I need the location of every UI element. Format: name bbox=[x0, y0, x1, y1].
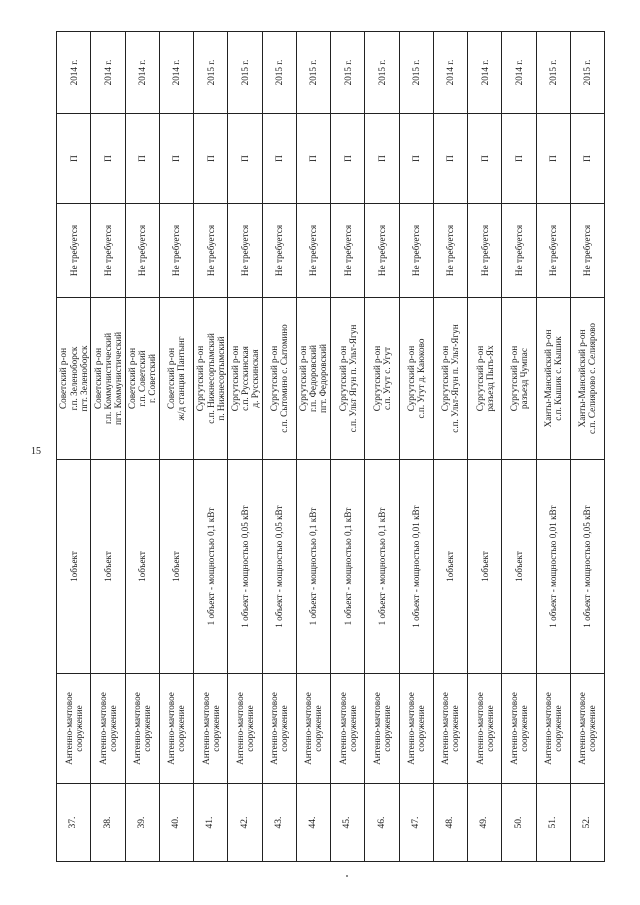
quantity-cell: 1объект bbox=[57, 460, 91, 674]
row-number-cell: 51. bbox=[536, 784, 570, 862]
year-cell: 2014 г. bbox=[468, 32, 502, 114]
address-line: с.п. Селиярово с. Селиярово bbox=[587, 322, 598, 435]
address-cell bbox=[296, 298, 330, 460]
row-number-cell: 43. bbox=[262, 784, 296, 862]
quantity-cell: 1объект bbox=[91, 460, 125, 674]
table-row bbox=[57, 32, 91, 862]
row-number-cell: 41. bbox=[194, 784, 228, 862]
address-line: с.п. Ульт-Ягун п. Ульт-Ягун bbox=[450, 324, 461, 433]
quantity-cell: 1 объект - мощностью 0,01 кВт bbox=[399, 460, 433, 674]
address-line: Ханты-Мансийский р-он bbox=[543, 329, 554, 428]
address-line: г.п. Коммунистический bbox=[102, 333, 113, 424]
kind-cell: П bbox=[57, 114, 91, 204]
object-type-cell: Антенно-мачтовое сооружение bbox=[570, 674, 604, 784]
table-row bbox=[125, 32, 159, 862]
address-line: Сургутский р-он bbox=[195, 345, 206, 412]
address-line: Сургутский р-он bbox=[508, 345, 519, 412]
quantity-cell: 1объект bbox=[433, 460, 467, 674]
quantity-cell: 1объект bbox=[125, 460, 159, 674]
approval-cell: Не требуется bbox=[57, 204, 91, 298]
table-row bbox=[262, 32, 296, 862]
address-line: с.п. Угут с. Угут bbox=[381, 347, 392, 411]
approval-cell: Не требуется bbox=[91, 204, 125, 298]
address-line: пгт. Зеленоборск bbox=[78, 345, 89, 412]
year-cell: 2015 г. bbox=[570, 32, 604, 114]
address-cell bbox=[91, 298, 125, 460]
quantity-cell: 1 объект - мощностью 0,05 кВт bbox=[570, 460, 604, 674]
row-number-cell: 46. bbox=[365, 784, 399, 862]
kind-cell: П bbox=[194, 114, 228, 204]
address-line: г. Советский bbox=[147, 354, 158, 403]
table-row bbox=[433, 32, 467, 862]
object-type-cell: Антенно-мачтовое сооружение bbox=[296, 674, 330, 784]
object-type-cell: Антенно-мачтовое сооружение bbox=[262, 674, 296, 784]
row-number-cell: 48. bbox=[433, 784, 467, 862]
row-number-cell: 47. bbox=[399, 784, 433, 862]
address-line: с.п. Нижнесортымский bbox=[205, 333, 216, 424]
approval-cell: Не требуется bbox=[365, 204, 399, 298]
address-line: с.п. Угут д. Каюково bbox=[416, 338, 427, 419]
row-number-cell: 40. bbox=[159, 784, 193, 862]
rotated-table-container bbox=[56, 32, 604, 862]
address-line: Сургутский р-он bbox=[406, 345, 417, 412]
address-line: Сургутский р-он bbox=[371, 345, 382, 412]
kind-cell: П bbox=[91, 114, 125, 204]
table-row bbox=[570, 32, 604, 862]
address-line: п. Нижнесортымский bbox=[215, 336, 226, 421]
row-number-cell: 49. bbox=[468, 784, 502, 862]
approval-cell: Не требуется bbox=[570, 204, 604, 298]
address-line: Советский р-он bbox=[126, 347, 137, 410]
address-line: Сургутский р-он bbox=[337, 345, 348, 412]
address-line: разъезд Пыть-Ях bbox=[484, 345, 495, 412]
kind-cell: П bbox=[365, 114, 399, 204]
page-number: 15 bbox=[31, 446, 41, 457]
object-type-cell: Антенно-мачтовое сооружение bbox=[194, 674, 228, 784]
address-line: ж/д станция Пантынг bbox=[176, 336, 187, 421]
object-type-cell: Антенно-мачтовое сооружение bbox=[91, 674, 125, 784]
address-cell bbox=[194, 298, 228, 460]
approval-cell: Не требуется bbox=[536, 204, 570, 298]
table-row bbox=[228, 32, 262, 862]
address-line: пгт. Федоровский bbox=[318, 344, 329, 413]
address-line: Ханты-Мансийский р-он bbox=[577, 329, 588, 428]
quantity-cell: 1 объект - мощностью 0,1 кВт bbox=[365, 460, 399, 674]
row-number-cell: 39. bbox=[125, 784, 159, 862]
address-line: Сургутский р-он bbox=[440, 345, 451, 412]
address-line: разъезд Чумпас bbox=[518, 348, 529, 409]
approval-cell: Не требуется bbox=[159, 204, 193, 298]
kind-cell: П bbox=[125, 114, 159, 204]
address-line: с.п. Русскинская bbox=[239, 346, 250, 411]
approval-cell: Не требуется bbox=[399, 204, 433, 298]
quantity-cell: 1 объект - мощностью 0,05 кВт bbox=[228, 460, 262, 674]
address-line: Советский р-он bbox=[166, 347, 177, 410]
year-cell: 2015 г. bbox=[262, 32, 296, 114]
address-line: Сургутский р-он bbox=[229, 345, 240, 412]
row-number-cell: 42. bbox=[228, 784, 262, 862]
address-line: Сургутский р-он bbox=[269, 345, 280, 412]
table-row bbox=[468, 32, 502, 862]
address-cell bbox=[536, 298, 570, 460]
row-number-cell: 45. bbox=[331, 784, 365, 862]
year-cell: 2014 г. bbox=[125, 32, 159, 114]
year-cell: 2014 г. bbox=[57, 32, 91, 114]
object-type-cell: Антенно-мачтовое сооружение bbox=[399, 674, 433, 784]
address-line: с.п. Ульт Ягун п. Ульт-Ягун bbox=[347, 324, 358, 433]
address-cell bbox=[262, 298, 296, 460]
quantity-cell: 1 объект - мощностью 0,1 кВт bbox=[296, 460, 330, 674]
table-row bbox=[194, 32, 228, 862]
approval-cell: Не требуется bbox=[433, 204, 467, 298]
kind-cell: П bbox=[468, 114, 502, 204]
kind-cell: П bbox=[331, 114, 365, 204]
row-number-cell: 38. bbox=[91, 784, 125, 862]
address-cell bbox=[365, 298, 399, 460]
approval-cell: Не требуется bbox=[296, 204, 330, 298]
kind-cell: П bbox=[228, 114, 262, 204]
quantity-cell: 1объект bbox=[468, 460, 502, 674]
table-body bbox=[57, 32, 605, 862]
object-type-cell: Антенно-мачтовое сооружение bbox=[433, 674, 467, 784]
address-line: с.п. Сытомино с. Сытомино bbox=[279, 324, 290, 433]
table-row bbox=[91, 32, 125, 862]
year-cell: 2015 г. bbox=[365, 32, 399, 114]
kind-cell: П bbox=[502, 114, 536, 204]
kind-cell: П bbox=[262, 114, 296, 204]
year-cell: 2015 г. bbox=[331, 32, 365, 114]
year-cell: 2015 г. bbox=[296, 32, 330, 114]
address-cell bbox=[228, 298, 262, 460]
row-number-cell: 44. bbox=[296, 784, 330, 862]
approval-cell: Не требуется bbox=[194, 204, 228, 298]
row-number-cell: 52. bbox=[570, 784, 604, 862]
address-line: Советский р-он bbox=[92, 347, 103, 410]
objects-table bbox=[56, 31, 605, 862]
approval-cell: Не требуется bbox=[262, 204, 296, 298]
address-cell bbox=[57, 298, 91, 460]
address-line: г.п. Советский bbox=[137, 350, 148, 407]
year-cell: 2014 г. bbox=[91, 32, 125, 114]
address-cell bbox=[433, 298, 467, 460]
year-cell: 2015 г. bbox=[536, 32, 570, 114]
object-type-cell: Антенно-мачтовое сооружение bbox=[57, 674, 91, 784]
year-cell: 2015 г. bbox=[399, 32, 433, 114]
address-line: г.п. Зеленоборск bbox=[68, 346, 79, 411]
address-line: с.п. Кышик с. Кышик bbox=[553, 336, 564, 421]
address-cell bbox=[331, 298, 365, 460]
year-cell: 2015 г. bbox=[228, 32, 262, 114]
address-line: г.п. Федоровский bbox=[308, 345, 319, 412]
year-cell: 2015 г. bbox=[194, 32, 228, 114]
quantity-cell: 1 объект - мощностью 0,1 кВт bbox=[194, 460, 228, 674]
year-cell: 2014 г. bbox=[433, 32, 467, 114]
address-line: пгт. Коммунистический bbox=[112, 331, 123, 426]
row-number-cell: 50. bbox=[502, 784, 536, 862]
object-type-cell: Антенно-мачтовое сооружение bbox=[228, 674, 262, 784]
table-row bbox=[536, 32, 570, 862]
table-row bbox=[331, 32, 365, 862]
address-cell bbox=[570, 298, 604, 460]
quantity-cell: 1 объект - мощностью 0,05 кВт bbox=[262, 460, 296, 674]
approval-cell: Не требуется bbox=[331, 204, 365, 298]
address-cell bbox=[399, 298, 433, 460]
year-cell: 2014 г. bbox=[159, 32, 193, 114]
quantity-cell: 1 объект - мощностью 0,1 кВт bbox=[331, 460, 365, 674]
object-type-cell: Антенно-мачтовое сооружение bbox=[159, 674, 193, 784]
kind-cell: П bbox=[433, 114, 467, 204]
approval-cell: Не требуется bbox=[228, 204, 262, 298]
quantity-cell: 1 объект - мощностью 0,01 кВт bbox=[536, 460, 570, 674]
address-cell bbox=[502, 298, 536, 460]
object-type-cell: Антенно-мачтовое сооружение bbox=[468, 674, 502, 784]
kind-cell: П bbox=[570, 114, 604, 204]
object-type-cell: Антенно-мачтовое сооружение bbox=[365, 674, 399, 784]
object-type-cell: Антенно-мачтовое сооружение bbox=[502, 674, 536, 784]
table-row bbox=[159, 32, 193, 862]
address-line: Сургутский р-он bbox=[298, 345, 309, 412]
year-cell: 2014 г. bbox=[502, 32, 536, 114]
approval-cell: Не требуется bbox=[502, 204, 536, 298]
object-type-cell: Антенно-мачтовое сооружение bbox=[125, 674, 159, 784]
kind-cell: П bbox=[159, 114, 193, 204]
object-type-cell: Антенно-мачтовое сооружение bbox=[536, 674, 570, 784]
address-cell bbox=[468, 298, 502, 460]
approval-cell: Не требуется bbox=[468, 204, 502, 298]
table-row bbox=[399, 32, 433, 862]
quantity-cell: 1объект bbox=[502, 460, 536, 674]
address-cell bbox=[159, 298, 193, 460]
address-line: д. Русскинская bbox=[249, 349, 260, 408]
table-row bbox=[365, 32, 399, 862]
scan-speck bbox=[346, 875, 348, 877]
table-row bbox=[296, 32, 330, 862]
kind-cell: П bbox=[399, 114, 433, 204]
approval-cell: Не требуется bbox=[125, 204, 159, 298]
address-line: Сургутский р-он bbox=[474, 345, 485, 412]
kind-cell: П bbox=[296, 114, 330, 204]
kind-cell: П bbox=[536, 114, 570, 204]
quantity-cell: 1объект bbox=[159, 460, 193, 674]
row-number-cell: 37. bbox=[57, 784, 91, 862]
address-line: Советский р-он bbox=[58, 347, 69, 410]
table-row bbox=[502, 32, 536, 862]
object-type-cell: Антенно-мачтовое сооружение bbox=[331, 674, 365, 784]
address-cell bbox=[125, 298, 159, 460]
